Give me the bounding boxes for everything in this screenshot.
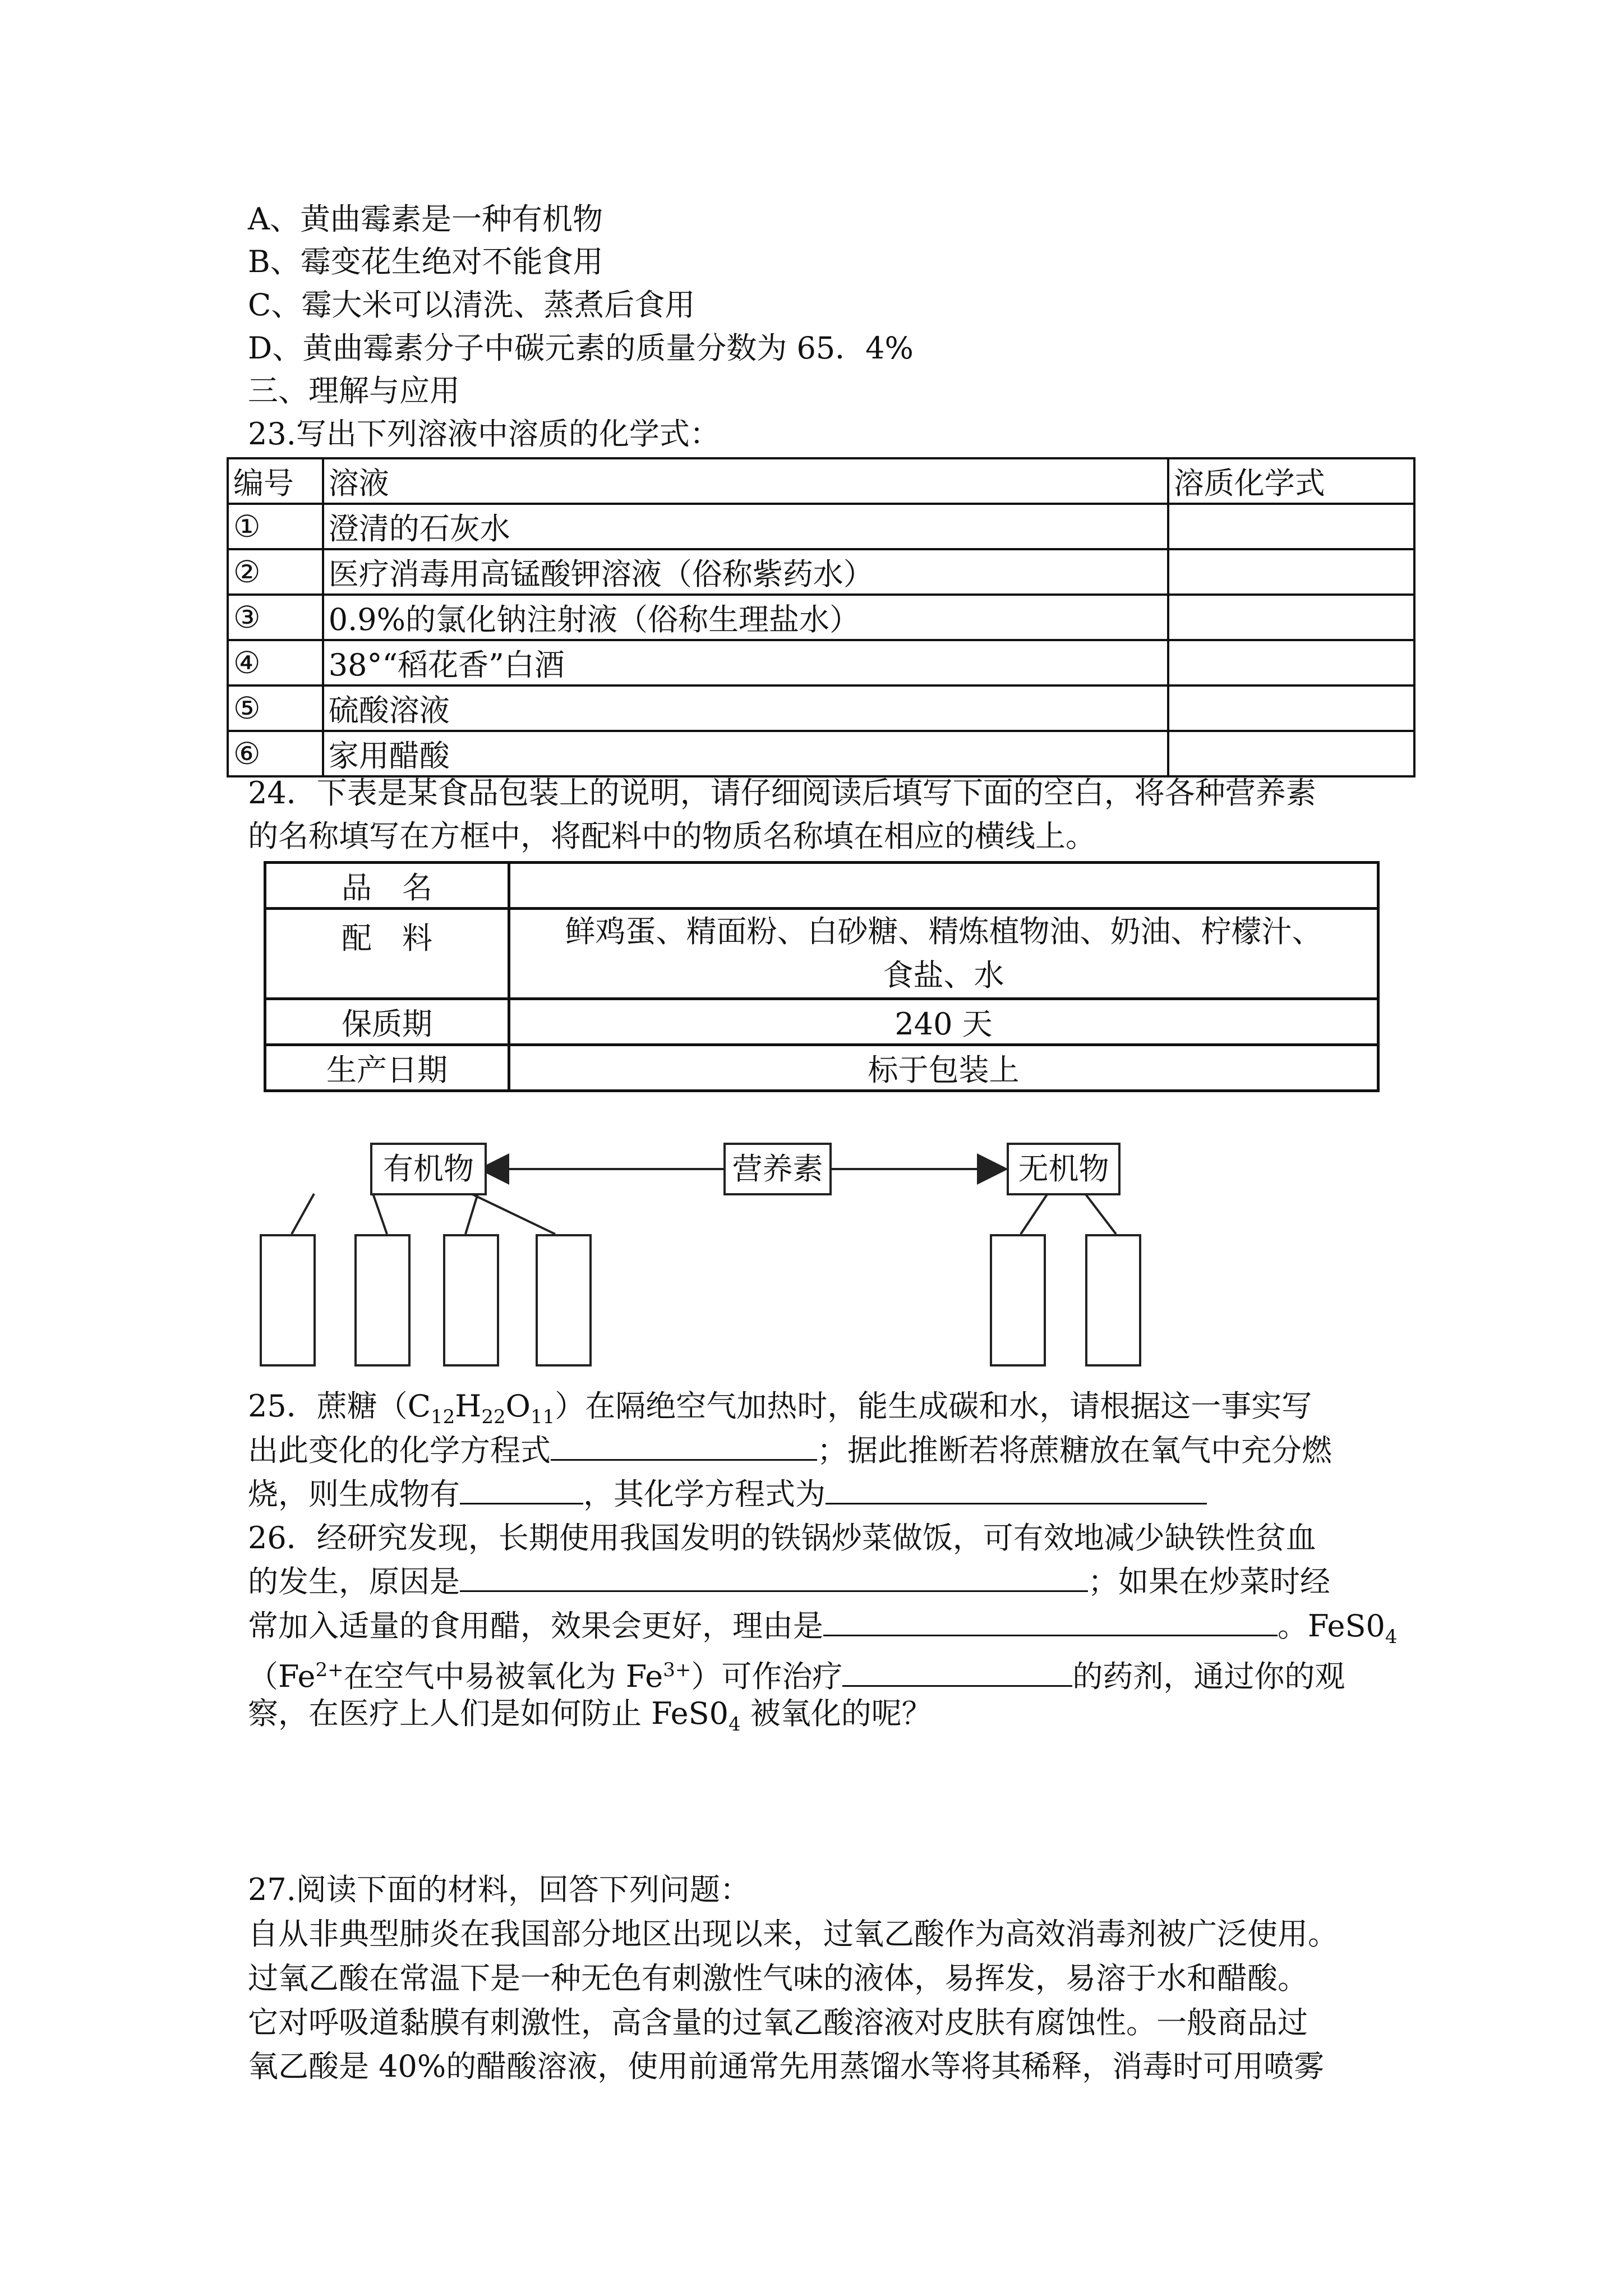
answer-blank[interactable] <box>842 1655 1072 1687</box>
subscript: 22 <box>481 1405 506 1428</box>
product-name-label: 品 名 <box>265 863 509 909</box>
production-date-value: 标于包装上 <box>509 1045 1378 1091</box>
row-no: ③ <box>228 595 323 640</box>
q27-paragraph-line: 过氧乙酸在常温下是一种无色有刺激性气味的液体，易挥发，易溶于水和醋酸。 <box>248 1961 1308 1996</box>
shelf-life-value: 240 天 <box>509 999 1378 1045</box>
answer-blank[interactable] <box>826 1473 1207 1504</box>
q26-text: ；如果在炒菜时经 <box>1088 1564 1330 1599</box>
option-b: B、霉变花生绝对不能食用 <box>248 244 603 279</box>
q25-text: H <box>455 1388 482 1424</box>
inorganic-box: 无机物 <box>1007 1143 1121 1195</box>
organic-answer-box-1[interactable] <box>260 1234 316 1366</box>
subscript: 4 <box>728 1713 741 1736</box>
header-solution: 溶液 <box>323 458 1168 504</box>
ingredients-line2: 食盐、水 <box>883 958 1004 993</box>
row-no: ⑥ <box>228 731 323 776</box>
connector-line <box>465 1194 478 1234</box>
ingredients-line1: 鲜鸡蛋、精面粉、白砂糖、精炼植物油、奶油、柠檬汁、 <box>565 914 1322 949</box>
q24-line1: 24．下表是某食品包装上的说明，请仔细阅读后填写下面的空白，将各种营养素 <box>248 775 1316 811</box>
q25-text: ；据此推断若将蔗糖放在氧气中充分燃 <box>817 1433 1332 1468</box>
row-solution: 澄清的石灰水 <box>323 504 1168 549</box>
header-no: 编号 <box>228 458 323 504</box>
row-solution: 医疗消毒用高锰酸钾溶液（俗称紫药水） <box>323 549 1168 595</box>
row-no: ④ <box>228 640 323 685</box>
q26-line5 <box>248 1692 932 1746</box>
q25-line2 <box>248 1429 1332 1473</box>
row-solution: 38°“稻花香”白酒 <box>323 640 1168 685</box>
q27-title: 27.阅读下面的材料，回答下列问题： <box>248 1872 750 1907</box>
row-no: ② <box>228 549 323 595</box>
q25-line3 <box>248 1473 1207 1516</box>
section-title: 三、理解与应用 <box>248 373 460 408</box>
connector-line <box>292 1194 314 1234</box>
q26-text: 被氧化的呢？ <box>740 1696 932 1731</box>
inorganic-answer-box-2[interactable] <box>1085 1234 1141 1366</box>
connector-line <box>1021 1194 1048 1234</box>
ingredients-label: 配 料 <box>265 909 509 999</box>
nutrient-box: 营养素 <box>723 1143 832 1195</box>
header-formula: 溶质化学式 <box>1168 458 1414 504</box>
q26-line2 <box>248 1560 1330 1604</box>
organic-answer-box-2[interactable] <box>354 1234 411 1366</box>
q25-text: 出此变化的化学方程式 <box>248 1433 551 1468</box>
q25-text: ）在隔绝空气加热时，能生成碳和水，请根据这一事实写 <box>555 1388 1312 1424</box>
q26-text: 在空气中易被氧化为 Fe <box>343 1659 663 1694</box>
answer-blank[interactable] <box>460 1473 583 1504</box>
q26-text: 的发生，原因是 <box>248 1564 460 1599</box>
q25-text: 烧，则生成物有 <box>248 1476 460 1512</box>
q25-text: 25．蔗糖（C <box>248 1388 431 1424</box>
superscript: 2+ <box>315 1659 344 1681</box>
subscript: 12 <box>431 1405 455 1428</box>
superscript: 3+ <box>663 1659 691 1681</box>
q26-text: （Fe <box>248 1659 316 1694</box>
q26-text: 常加入适量的食用醋，效果会更好，理由是 <box>248 1608 823 1644</box>
subscript: 4 <box>1385 1625 1398 1648</box>
q24-line2: 的名称填写在方框中，将配料中的物质名称填在相应的横线上。 <box>248 818 1096 854</box>
answer-blank[interactable] <box>551 1429 817 1461</box>
option-a: A、黄曲霉素是一种有机物 <box>248 201 603 237</box>
option-d: D、黄曲霉素分子中碳元素的质量分数为 65．4% <box>248 330 914 366</box>
shelf-life-label: 保质期 <box>265 999 509 1045</box>
q26-text: 。FeS0 <box>1278 1608 1385 1644</box>
q23-text: 23.写出下列溶液中溶质的化学式： <box>248 416 720 452</box>
q27-paragraph-line: 它对呼吸道黏膜有刺激性，高含量的过氧乙酸溶液对皮肤有腐蚀性。一般商品过 <box>248 2005 1308 2040</box>
subscript: 11 <box>530 1405 555 1428</box>
option-c: C、霉大米可以清洗、蒸煮后食用 <box>248 287 695 323</box>
q26-text: 察，在医疗上人们是如何防止 FeS0 <box>248 1696 728 1731</box>
q26-text: ）可作治疗 <box>691 1659 843 1694</box>
q27-paragraph-line: 自从非典型肺炎在我国部分地区出现以来，过氧乙酸作为高效消毒剂被广泛使用。 <box>248 1916 1338 1952</box>
q26-line1: 26．经研究发现，长期使用我国发明的铁锅炒菜做饭，可有效地减少缺铁性贫血 <box>248 1520 1316 1556</box>
organic-answer-box-3[interactable] <box>443 1234 499 1366</box>
organic-box: 有机物 <box>370 1143 487 1195</box>
answer-blank[interactable] <box>823 1604 1278 1636</box>
organic-answer-box-4[interactable] <box>536 1234 592 1366</box>
q25-text: ，其化学方程式为 <box>583 1476 826 1512</box>
row-solution: 家用醋酸 <box>323 731 1168 776</box>
row-solution: 硫酸溶液 <box>323 685 1168 731</box>
row-no: ① <box>228 504 323 549</box>
q26-line4 <box>248 1648 1345 1699</box>
row-solution: 0.9%的氯化钠注射液（俗称生理盐水） <box>323 595 1168 640</box>
inorganic-answer-box-1[interactable] <box>990 1234 1046 1366</box>
q26-text: 的药剂，通过你的观 <box>1072 1659 1345 1694</box>
connector-line <box>471 1194 555 1234</box>
connector-line <box>1085 1194 1116 1234</box>
row-no: ⑤ <box>228 685 323 731</box>
connector-line <box>373 1194 387 1234</box>
answer-blank[interactable] <box>460 1560 1088 1592</box>
q25-text: O <box>505 1388 531 1424</box>
q27-paragraph-line: 氧乙酸是 40%的醋酸溶液，使用前通常先用蒸馏水等将其稀释，消毒时可用喷雾 <box>248 2049 1325 2084</box>
production-date-label: 生产日期 <box>265 1045 509 1091</box>
